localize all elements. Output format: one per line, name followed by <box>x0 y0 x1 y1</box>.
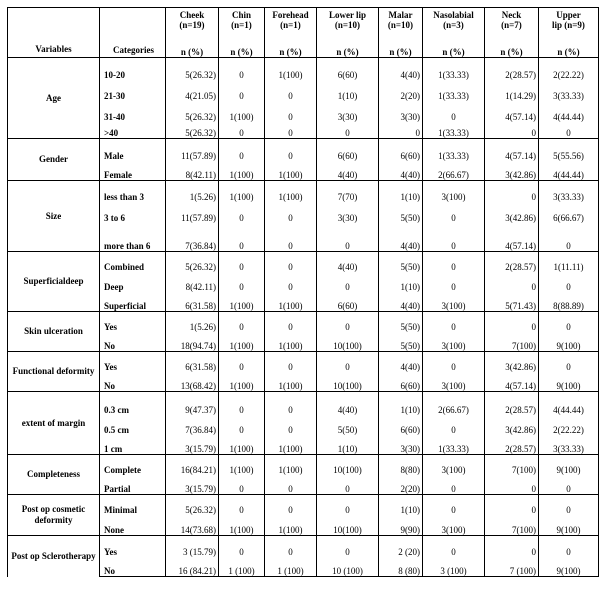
value-cell: 0 <box>219 415 265 435</box>
variable-label: Skin ulceration <box>8 312 100 352</box>
value-cell: 7(100) <box>485 515 539 536</box>
value-cell: 3(42.86) <box>485 161 539 181</box>
value-cell: 3(100) <box>423 292 485 312</box>
value-cell: 5(50) <box>379 312 423 332</box>
value-cell: 9(100) <box>539 455 599 475</box>
value-cell: 1(10) <box>317 435 379 455</box>
value-cell: 1(100) <box>219 515 265 536</box>
value-cell: 2(28.57) <box>485 58 539 80</box>
category-label: No <box>100 557 166 577</box>
value-cell: 7(100) <box>485 332 539 352</box>
value-cell: 1(10) <box>379 392 423 415</box>
value-cell: 3(33.33) <box>539 80 599 101</box>
value-cell: 1(100) <box>219 292 265 312</box>
value-cell: 1(100) <box>219 455 265 475</box>
value-cell: 2(28.57) <box>485 252 539 272</box>
col-header-nasolabial: Nasolabial (n=3) <box>423 8 485 46</box>
value-cell: 10(100) <box>317 515 379 536</box>
category-label: Complete <box>100 455 166 475</box>
value-cell: 0 <box>539 352 599 372</box>
value-cell: 10(100) <box>317 455 379 475</box>
value-cell: 6(60) <box>379 372 423 392</box>
value-cell: 2(20) <box>379 475 423 495</box>
value-cell: 11(57.89) <box>166 202 219 223</box>
value-cell: 1(100) <box>219 101 265 122</box>
value-cell: 1(33.33) <box>423 435 485 455</box>
value-cell: 0 <box>265 475 317 495</box>
col-header-chin: Chin (n=1) <box>219 8 265 46</box>
value-cell: 4(40) <box>317 252 379 272</box>
table-row <box>8 352 599 372</box>
value-cell: 0 <box>317 312 379 332</box>
col-header-forehead: Forehead (n=1) <box>265 8 317 46</box>
variable-label: Completeness <box>8 455 100 495</box>
table-wrapper <box>7 7 599 577</box>
value-cell: 5(26.32) <box>166 122 219 139</box>
value-cell: 3(30) <box>317 101 379 122</box>
value-cell: 5(55.56) <box>539 139 599 161</box>
value-cell: 14(73.68) <box>166 515 219 536</box>
value-cell: 7(100) <box>485 455 539 475</box>
value-cell: 0 <box>423 475 485 495</box>
category-label: 1 cm <box>100 435 166 455</box>
value-cell: 0 <box>219 392 265 415</box>
value-cell: 2 (20) <box>379 536 423 557</box>
value-cell: 4(40) <box>379 292 423 312</box>
value-cell: 0 <box>265 223 317 252</box>
category-label: Male <box>100 139 166 161</box>
value-cell: 6(60) <box>379 139 423 161</box>
value-cell: 3(15.79) <box>166 435 219 455</box>
value-cell: 0 <box>539 536 599 557</box>
value-cell: 0 <box>423 101 485 122</box>
value-cell: 0 <box>219 272 265 292</box>
value-cell: 1(100) <box>219 181 265 202</box>
value-cell: 2(20) <box>379 80 423 101</box>
category-label: >40 <box>100 122 166 139</box>
value-cell: 16 (84.21) <box>166 557 219 577</box>
col-header-malar: Malar (n=10) <box>379 8 423 46</box>
value-cell: 4(44.44) <box>539 392 599 415</box>
value-cell: 2(22.22) <box>539 58 599 80</box>
value-cell: 1(5.26) <box>166 312 219 332</box>
category-label: 0.3 cm <box>100 392 166 415</box>
value-cell: 3(30) <box>379 101 423 122</box>
value-cell: 0 <box>265 252 317 272</box>
value-cell: 1(100) <box>219 332 265 352</box>
value-cell: 3 (15.79) <box>166 536 219 557</box>
value-cell: 0 <box>379 122 423 139</box>
variable-label: Size <box>8 181 100 252</box>
variable-label: Post op Sclerotherapy <box>8 536 100 577</box>
value-cell: 9(47.37) <box>166 392 219 415</box>
value-cell: 3(42.86) <box>485 352 539 372</box>
value-cell: 0 <box>539 495 599 515</box>
value-cell: 1(100) <box>265 161 317 181</box>
value-cell: 0 <box>265 495 317 515</box>
value-cell: 1(10) <box>379 272 423 292</box>
value-cell: 2(22.22) <box>539 415 599 435</box>
value-cell: 11(57.89) <box>166 139 219 161</box>
value-cell: 0 <box>265 101 317 122</box>
value-cell: 5(26.32) <box>166 252 219 272</box>
value-cell: 0 <box>539 223 599 252</box>
value-cell: 4(40) <box>379 161 423 181</box>
subheader-cell: n (%) <box>166 46 219 58</box>
value-cell: 0 <box>219 252 265 272</box>
value-cell: 0 <box>423 312 485 332</box>
subheader-cell: n (%) <box>539 46 599 58</box>
value-cell: 13(68.42) <box>166 372 219 392</box>
value-cell: 3(100) <box>423 181 485 202</box>
data-table <box>7 7 599 577</box>
value-cell: 0 <box>539 272 599 292</box>
value-cell: 6(60) <box>379 415 423 435</box>
value-cell: 0 <box>423 223 485 252</box>
value-cell: 6(60) <box>317 139 379 161</box>
col-header-upper-lip: Upper lip (n=9) <box>539 8 599 46</box>
value-cell: 5(71.43) <box>485 292 539 312</box>
category-label: Combined <box>100 252 166 272</box>
variable-label: extent of margin <box>8 392 100 455</box>
value-cell: 9(90) <box>379 515 423 536</box>
value-cell: 0 <box>317 122 379 139</box>
value-cell: 0 <box>423 202 485 223</box>
value-cell: 0 <box>423 272 485 292</box>
value-cell: 0 <box>423 415 485 435</box>
value-cell: 1(10) <box>379 181 423 202</box>
value-cell: 0 <box>219 495 265 515</box>
value-cell: 8(42.11) <box>166 272 219 292</box>
category-label: No <box>100 372 166 392</box>
value-cell: 0 <box>423 495 485 515</box>
value-cell: 0 <box>265 536 317 557</box>
category-label: more than 6 <box>100 223 166 252</box>
category-label: Yes <box>100 352 166 372</box>
table-row <box>8 139 599 161</box>
value-cell: 1(100) <box>219 372 265 392</box>
value-cell: 1(100) <box>219 435 265 455</box>
value-cell: 1(100) <box>265 372 317 392</box>
value-cell: 5(26.32) <box>166 101 219 122</box>
category-label: Female <box>100 161 166 181</box>
variable-label: Post op cosmetic deformity <box>8 495 100 536</box>
value-cell: 8(88.89) <box>539 292 599 312</box>
table-row <box>8 392 599 415</box>
value-cell: 1(10) <box>379 495 423 515</box>
category-label: 3 to 6 <box>100 202 166 223</box>
col-header-neck: Neck (n=7) <box>485 8 539 46</box>
value-cell: 3(30) <box>379 435 423 455</box>
value-cell: 1(33.33) <box>423 122 485 139</box>
value-cell: 2(28.57) <box>485 435 539 455</box>
value-cell: 0 <box>485 122 539 139</box>
value-cell: 7(70) <box>317 181 379 202</box>
value-cell: 8(42.11) <box>166 161 219 181</box>
value-cell: 6(31.58) <box>166 352 219 372</box>
value-cell: 6(60) <box>317 292 379 312</box>
category-label: 10-20 <box>100 58 166 80</box>
value-cell: 5(50) <box>379 202 423 223</box>
value-cell: 1(14.29) <box>485 80 539 101</box>
value-cell: 0 <box>265 415 317 435</box>
value-cell: 3(100) <box>423 455 485 475</box>
value-cell: 0 <box>219 536 265 557</box>
value-cell: 9(100) <box>539 557 599 577</box>
value-cell: 0 <box>539 475 599 495</box>
categories-header: Categories <box>100 8 166 58</box>
value-cell: 0 <box>485 312 539 332</box>
category-label: Deep <box>100 272 166 292</box>
value-cell: 8(80) <box>379 455 423 475</box>
value-cell: 9(100) <box>539 372 599 392</box>
value-cell: 0 <box>485 475 539 495</box>
table-row <box>8 536 599 557</box>
value-cell: 3(100) <box>423 515 485 536</box>
category-label: Superficial <box>100 292 166 312</box>
subheader-cell: n (%) <box>265 46 317 58</box>
value-cell: 4(40) <box>317 161 379 181</box>
value-cell: 0 <box>219 352 265 372</box>
value-cell: 0 <box>265 312 317 332</box>
value-cell: 0 <box>485 536 539 557</box>
value-cell: 0 <box>219 80 265 101</box>
value-cell: 0 <box>539 312 599 332</box>
category-label: None <box>100 515 166 536</box>
subheader-cell: n (%) <box>219 46 265 58</box>
value-cell: 1(5.26) <box>166 181 219 202</box>
subheader-cell: n (%) <box>379 46 423 58</box>
table-row <box>8 58 599 80</box>
value-cell: 1(33.33) <box>423 80 485 101</box>
value-cell: 1(100) <box>265 515 317 536</box>
value-cell: 10(100) <box>317 372 379 392</box>
value-cell: 3 (100) <box>423 557 485 577</box>
value-cell: 18(94.74) <box>166 332 219 352</box>
value-cell: 3(30) <box>317 202 379 223</box>
value-cell: 5(50) <box>379 252 423 272</box>
subheader-cell: n (%) <box>485 46 539 58</box>
value-cell: 0 <box>219 58 265 80</box>
value-cell: 9(100) <box>539 515 599 536</box>
header-row <box>8 8 599 46</box>
value-cell: 0 <box>219 139 265 161</box>
value-cell: 0 <box>219 122 265 139</box>
value-cell: 2(66.67) <box>423 161 485 181</box>
value-cell: 0 <box>423 536 485 557</box>
value-cell: 0 <box>219 223 265 252</box>
value-cell: 0 <box>265 139 317 161</box>
value-cell: 5(50) <box>317 415 379 435</box>
value-cell: 1 (100) <box>265 557 317 577</box>
value-cell: 4(57.14) <box>485 139 539 161</box>
value-cell: 7(36.84) <box>166 415 219 435</box>
table-row <box>8 181 599 202</box>
value-cell: 5(26.32) <box>166 58 219 80</box>
value-cell: 0 <box>219 475 265 495</box>
value-cell: 3(42.86) <box>485 202 539 223</box>
variable-label: Gender <box>8 139 100 181</box>
value-cell: 1(100) <box>265 292 317 312</box>
value-cell: 10(100) <box>317 332 379 352</box>
value-cell: 0 <box>485 272 539 292</box>
value-cell: 6(66.67) <box>539 202 599 223</box>
value-cell: 16(84.21) <box>166 455 219 475</box>
value-cell: 3(15.79) <box>166 475 219 495</box>
category-label: Yes <box>100 312 166 332</box>
value-cell: 6(31.58) <box>166 292 219 312</box>
value-cell: 0 <box>265 352 317 372</box>
table-row <box>8 455 599 475</box>
category-label: No <box>100 332 166 352</box>
value-cell: 5(50) <box>379 332 423 352</box>
value-cell: 1(100) <box>265 181 317 202</box>
value-cell: 0 <box>265 392 317 415</box>
variable-label: Functional deformity <box>8 352 100 392</box>
value-cell: 0 <box>265 202 317 223</box>
table-row <box>8 252 599 272</box>
value-cell: 1(100) <box>265 455 317 475</box>
col-header-cheek: Cheek (n=19) <box>166 8 219 46</box>
value-cell: 3(33.33) <box>539 181 599 202</box>
table-row <box>8 495 599 515</box>
value-cell: 1(100) <box>265 58 317 80</box>
category-label: less than 3 <box>100 181 166 202</box>
value-cell: 4(40) <box>379 58 423 80</box>
value-cell: 1 (100) <box>219 557 265 577</box>
value-cell: 0 <box>423 352 485 372</box>
table-row <box>8 312 599 332</box>
value-cell: 2(28.57) <box>485 392 539 415</box>
value-cell: 9(100) <box>539 332 599 352</box>
value-cell: 0 <box>485 495 539 515</box>
category-label: 0.5 cm <box>100 415 166 435</box>
value-cell: 0 <box>423 252 485 272</box>
value-cell: 1(11.11) <box>539 252 599 272</box>
category-label: Partial <box>100 475 166 495</box>
value-cell: 0 <box>317 223 379 252</box>
category-label: 21-30 <box>100 80 166 101</box>
value-cell: 0 <box>539 122 599 139</box>
value-cell: 4(40) <box>379 223 423 252</box>
value-cell: 0 <box>317 272 379 292</box>
value-cell: 0 <box>219 312 265 332</box>
value-cell: 3(42.86) <box>485 415 539 435</box>
value-cell: 4(21.05) <box>166 80 219 101</box>
value-cell: 0 <box>265 272 317 292</box>
value-cell: 0 <box>317 352 379 372</box>
value-cell: 10 (100) <box>317 557 379 577</box>
value-cell: 4(44.44) <box>539 101 599 122</box>
value-cell: 0 <box>265 122 317 139</box>
value-cell: 3(33.33) <box>539 435 599 455</box>
value-cell: 4(57.14) <box>485 372 539 392</box>
value-cell: 0 <box>485 181 539 202</box>
value-cell: 3(100) <box>423 372 485 392</box>
value-cell: 4(40) <box>379 352 423 372</box>
category-label: 31-40 <box>100 101 166 122</box>
value-cell: 1(33.33) <box>423 139 485 161</box>
value-cell: 0 <box>317 495 379 515</box>
value-cell: 1(100) <box>265 435 317 455</box>
value-cell: 3(100) <box>423 332 485 352</box>
value-cell: 4(57.14) <box>485 223 539 252</box>
col-header-lower-lip: Lower lip (n=10) <box>317 8 379 46</box>
value-cell: 7 (100) <box>485 557 539 577</box>
value-cell: 0 <box>317 536 379 557</box>
value-cell: 2(66.67) <box>423 392 485 415</box>
value-cell: 1(33.33) <box>423 58 485 80</box>
value-cell: 5(26.32) <box>166 495 219 515</box>
value-cell: 0 <box>265 80 317 101</box>
value-cell: 4(57.14) <box>485 101 539 122</box>
value-cell: 1(100) <box>265 332 317 352</box>
variable-label: Age <box>8 58 100 139</box>
category-label: Minimal <box>100 495 166 515</box>
value-cell: 4(44.44) <box>539 161 599 181</box>
variable-label: Superficialdeep <box>8 252 100 312</box>
value-cell: 4(40) <box>317 392 379 415</box>
value-cell: 6(60) <box>317 58 379 80</box>
subheader-cell: n (%) <box>317 46 379 58</box>
category-label: Yes <box>100 536 166 557</box>
variables-header: Variables <box>8 8 100 58</box>
subheader-cell: n (%) <box>423 46 485 58</box>
value-cell: 0 <box>219 202 265 223</box>
value-cell: 7(36.84) <box>166 223 219 252</box>
value-cell: 1(100) <box>219 161 265 181</box>
value-cell: 8 (80) <box>379 557 423 577</box>
value-cell: 0 <box>317 475 379 495</box>
value-cell: 1(10) <box>317 80 379 101</box>
